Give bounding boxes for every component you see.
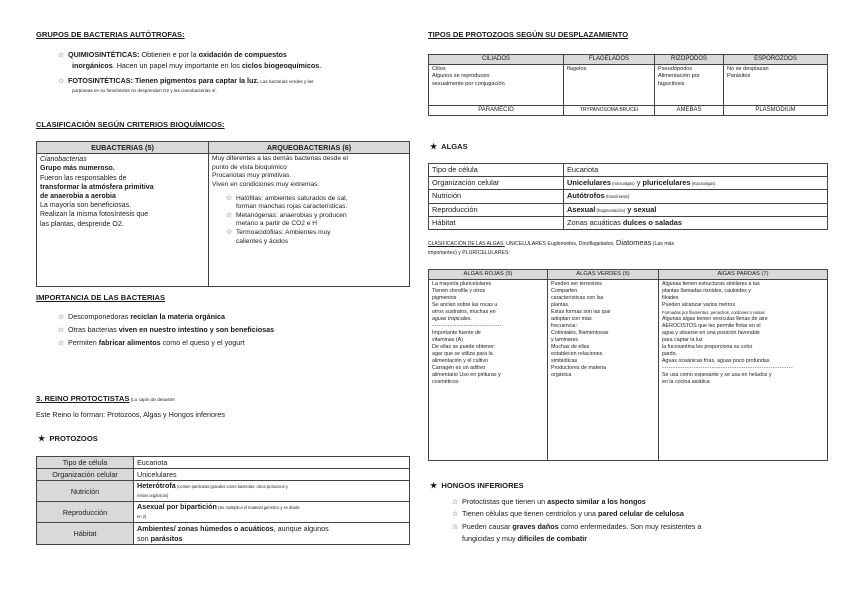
- star-icon: ☆: [58, 52, 65, 59]
- row-value: Asexual por bipartición (Se multiplica el material genético y se divide en 2): [134, 502, 410, 523]
- black-star-icon: ★: [38, 434, 46, 443]
- hongos-list: ☆ Protoctistas que tienen un aspecto similar a los hongos ☆ Tienen células que tienen centriolos y una pared celular de celulosa ☆ Pueden causar graves daños como enfermedades. Son muy resistentes a fungicidas y muy difíciles de combatir: [452, 497, 702, 544]
- esporozoos-cell: No se desplazan Parásitos: [724, 65, 828, 106]
- protozoos-table: [36, 456, 410, 545]
- reino-intro: Este Reino lo forman: Protozoos, Algas y Hongos inferiores: [36, 410, 225, 419]
- col-header: FLAGELADOS: [564, 55, 655, 65]
- clasificacion-algas: CLASIFICACIÓN DE LAS ALGAS: UNICELULARES Euglenoides, Dinoflagelados, Diatomeas (Las más importantes) y PLURICELULARES:: [428, 238, 675, 256]
- algas-table: [428, 163, 828, 230]
- clasificacion-heading: CLASIFICACIÓN SEGÚN CRITERIOS BIOQUÍMICOS:: [36, 120, 225, 129]
- quimiosinteticas-item: ☆ QUIMIOSINTÉTICAS: Obtienen e por la oxidación de compuestos inorgánicos. Hacen un papel muy importante en los ciclos biogeoquímicos.: [58, 50, 322, 71]
- row-label: Hábitat: [429, 217, 564, 230]
- row-value: Unicelulares: [134, 469, 410, 481]
- protozoos-title: ★ PROTOZOOS: [38, 434, 98, 443]
- rizopodos-cell: Pseudópodos Alimentación por fagocitosis: [655, 65, 724, 106]
- example-cell: PLASMODIUM: [724, 106, 828, 116]
- row-label: Nutrición: [429, 190, 564, 204]
- arqueobacterias-header: ARQUEOBACTERIAS (6): [209, 142, 410, 154]
- row-label: Tipo de célula: [429, 164, 564, 177]
- algas-pardas-cell: Algunas tienen estructuras similares a las plantas llamadas rizoides, cauloides y filoides Pueden alcanzar varios metros Formadas por filamentos, penachos, cordones o ramas Algunas algas tienen vesículas llenas de aire AEROCISTOS que les permite flotar en el agua y situarse en una posición favorable para captar la luz la fucoxantina les proporciona su color pardo. Aguas oceánicas frías, aguas poco profundas ---------------------------------------------------------- Se usa como espesante y se usa en helados y en la cocina asiática: [659, 280, 828, 461]
- star-icon: ☆: [58, 327, 65, 334]
- black-star-icon: ★: [430, 142, 438, 151]
- example-cell: AMEBAS: [655, 106, 724, 116]
- row-label: Reproducción: [37, 502, 134, 523]
- star-icon: ☆: [452, 523, 459, 531]
- algas-rojas-header: ALGAS ROJAS (5): [429, 270, 548, 280]
- example-cell: PARAMECIO: [429, 106, 564, 116]
- algas-rojas-cell: La mayoría pluricelulares Tienen clorofila y otros pigmentos Se anclan sobre las rocas u otros sustratos, muchas en aguas tropicales. ------------------------------- Importante fuente de vitaminas (A) De ellas se puede obtener: agar que se utiliza para la alimentación y el cultivo Carragén es un aditivo alimentario Uso en pinturas y cosméticos: [429, 280, 548, 461]
- star-icon: ☆: [226, 194, 233, 202]
- row-label: Organización celular: [429, 176, 564, 190]
- algas-title: ★ ALGAS: [430, 142, 468, 151]
- ciliados-cell: Cilios Algunos se reproducen sexualmente por conjugación: [429, 65, 564, 106]
- row-label: Reproducción: [429, 203, 564, 217]
- star-icon: ☆: [452, 511, 459, 519]
- flagelados-cell: flagelos: [564, 65, 655, 106]
- algas-pardas-header: AlGAS PARDAS (7): [659, 270, 828, 280]
- row-value: Eucariota: [564, 164, 828, 177]
- algas-verdes-header: ALGAS VERDES (5): [548, 270, 659, 280]
- star-icon: ☆: [226, 211, 233, 219]
- row-value: Eucariota: [134, 457, 410, 469]
- reino-heading: 3. REINO PROTOCTISTAS (Lo cajón de desastre: [36, 394, 175, 403]
- row-value: Autótrofos (fotosíntesis): [564, 190, 828, 204]
- row-value: Heterótrofa (comen partículas grandes como bacterias, otros protozoos y restos orgánicos): [134, 481, 410, 502]
- col-header: ESPOROZOOS: [724, 55, 828, 65]
- star-icon: ☆: [226, 228, 233, 236]
- col-header: CILIADOS: [429, 55, 564, 65]
- col-header: RIZÓPODOS: [655, 55, 724, 65]
- importancia-list: ☆ Descomponedoras reciclan la materia orgánica ☆ Otras bacterias viven en nuestro intestino y son beneficiosas ☆ Permiten fabricar alimentos como el queso y el yogurt: [58, 311, 274, 350]
- eubacterias-cell: Cianobacterias Grupo más numeroso. Fueron las responsables de transformar la atmósfera primitiva de anaerobia a aerobia La mayoría son beneficiosas. Realizan la misma fotosíntesis que las plantas, desprende O2.: [37, 154, 209, 287]
- desplazamiento-heading: TIPOS DE PROTOZOOS SEGÚN SU DESPLAZAMIENTO: [428, 30, 629, 39]
- autotrofas-heading: GRUPOS DE BACTERIAS AUTÓTROFAS:: [36, 30, 185, 39]
- tipos-algas-table: [428, 269, 828, 461]
- star-icon: ☆: [452, 499, 459, 506]
- importancia-heading: IMPORTANCIA DE LAS BACTERIAS: [36, 293, 166, 302]
- fotosinteticas-item: ☆ FOTOSINTÉTICAS: Tienen pigmentos para captar la luz. Las bacterias verdes y las purpúreas en su fotosíntesis no desprenden O2 y las cianobacterias sí.: [58, 76, 314, 94]
- row-value: Unicelulares (microalgas) y pluricelulares (macroalgas): [564, 176, 828, 190]
- desplazamiento-table: [428, 54, 828, 116]
- row-value: Ambientes/ zonas húmedos o acuáticos, aunque algunos son parásitos: [134, 523, 410, 544]
- algas-verdes-cell: Pueden ser terrestres Comparten características con las plantas. Estas formas son las que adoptan con más frecuencia: Coloniales, filamentosas y laminares Muchas de ellas establecen relaciones simbióticas Productores de materia orgánica: [548, 280, 659, 461]
- star-icon: ☆: [58, 340, 65, 347]
- example-cell: TRYPANOSOMA BRUCEI: [564, 106, 655, 116]
- arqueobacterias-cell: Muy diferentes a las demás bacterias desde el punto de vista bioquímico Procariotas muy primitivas. Viven en condiciones muy extremas. ☆ Halófilas: ambientes saturados de sal, forman manchas rojas características. ☆ Metanógenas: anaerobias y producen metano a partir de CO2 e H ☆ Termoacidófilas: Ambientes muy calientes y ácidos: [209, 154, 410, 287]
- star-icon: ☆: [58, 314, 65, 321]
- row-label: Hábitat: [37, 523, 134, 544]
- hongos-title: ★ HONGOS INFERIORES: [430, 481, 524, 490]
- eubacterias-header: EUBACTERIAS (5): [37, 142, 209, 154]
- star-icon: ☆: [58, 78, 65, 85]
- black-star-icon: ★: [430, 481, 438, 490]
- clasificacion-table: [36, 141, 410, 287]
- row-value: Zonas acuáticas dulces o saladas: [564, 217, 828, 230]
- row-label: Tipo de célula: [37, 457, 134, 469]
- row-label: Organización celular: [37, 469, 134, 481]
- row-label: Nutrición: [37, 481, 134, 502]
- row-value: Asexual (fragmentación) y sexual: [564, 203, 828, 217]
